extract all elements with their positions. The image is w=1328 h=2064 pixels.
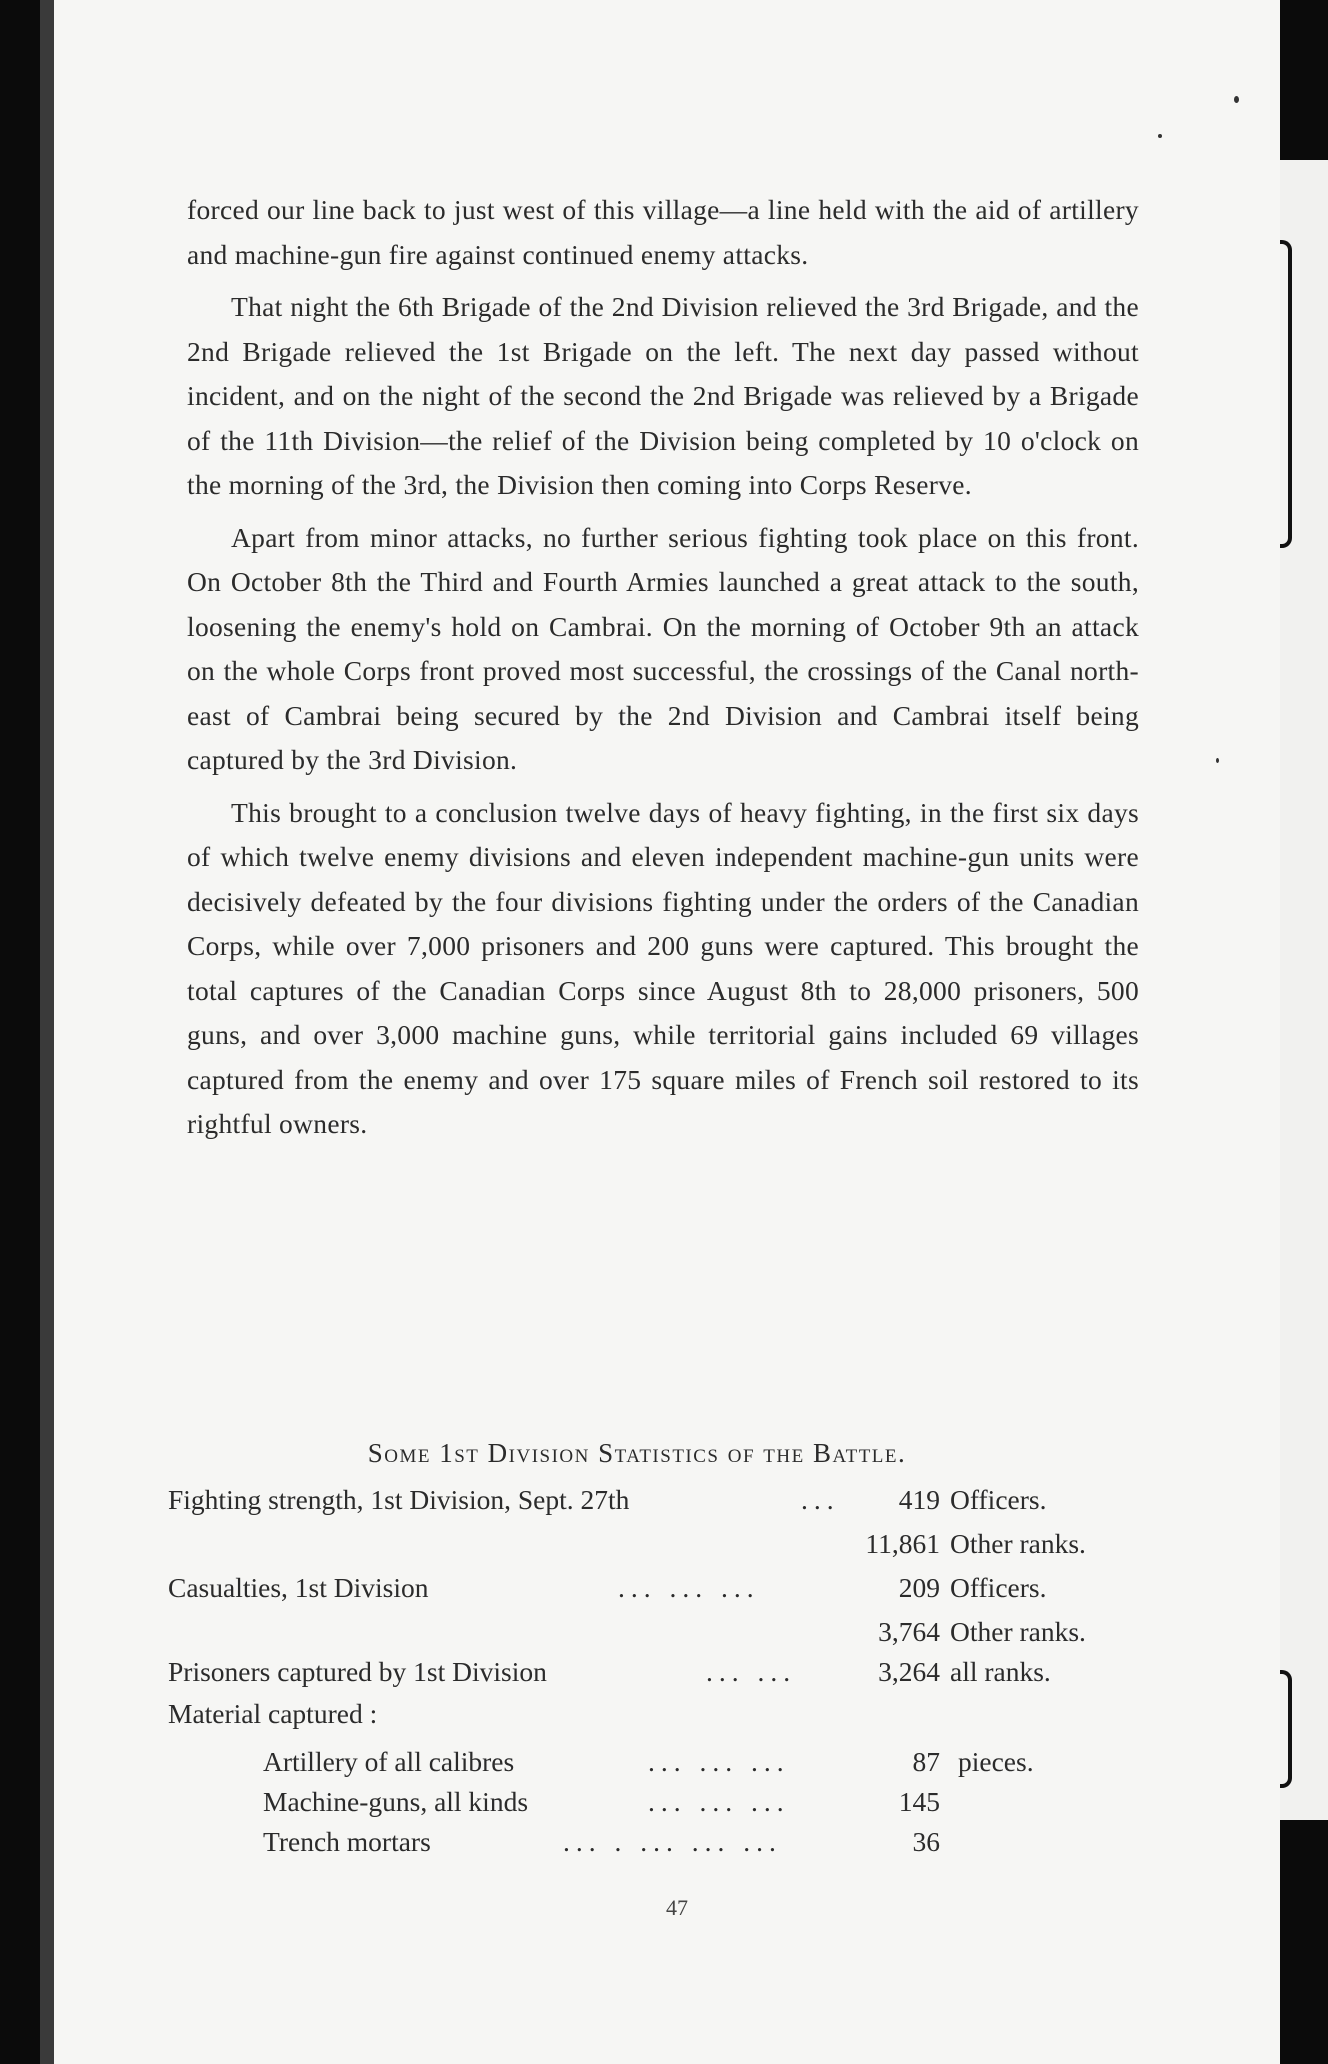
stats-value: 11,861	[865, 1528, 940, 1559]
stats-label: Machine-guns, all kinds	[263, 1786, 529, 1817]
leader-dots: ... ... ...	[648, 1786, 790, 1817]
leader-dots: ... ... ...	[618, 1572, 760, 1603]
paragraph: Apart from minor attacks, no further serious fighting took place on this front. On October 8th the Third and Fourth Armies launched a great attack to the south, loosening the enemy's hold on Cambrai. On the morning of October 9th an attack on the whole Corps front proved most successful, the crossings of the Canal north-east of Cambrai being secured by the 2nd Division and Cambrai itself being captured by the 3rd Division.	[187, 521, 1139, 775]
paper-speck	[1234, 96, 1239, 103]
stats-value: 209	[898, 1572, 940, 1603]
leader-dots: ...	[801, 1484, 840, 1515]
stats-value: 419	[898, 1484, 940, 1515]
stats-row-trench-mortars	[168, 1822, 1158, 1862]
paragraph: That night the 6th Brigade of the 2nd Division relieved the 3rd Brigade, and the 2nd Brigade relieved the 1st Brigade on the left. The next day passed without incident, and on the night of the second the 2nd Brigade was relieved by a Brigade of the 11th Division—the relief of the Division being completed by 10 o'clock on the morning of the 3rd, the Division then coming into Corps Reserve.	[187, 291, 1139, 500]
paragraph: forced our line back to just west of this village—a line held with the aid of artillery and machine-gun fire against continued enemy attacks.	[187, 194, 1139, 270]
stats-unit: Other ranks.	[950, 1616, 1086, 1647]
stats-row-machine-guns	[168, 1782, 1158, 1822]
stats-value: 3,764	[878, 1616, 940, 1647]
leader-dots: ... . ... ... ...	[563, 1826, 782, 1857]
paragraph: This brought to a conclusion twelve days of heavy fighting, in the first six days of which twelve enemy divisions and eleven independent machine-gun units were decisively defeated by the four divisions fighting under the orders of the Canadian Corps, while over 7,000 prisoners and 200 guns were captured. This brought the total captures of the Canadian Corps since August 8th to 28,000 prisoners, 500 guns, and over 3,000 machine guns, while territorial gains included 69 villages captured from the enemy and over 175 square miles of French soil restored to its rightful owners.	[187, 796, 1139, 1139]
stats-value: 3,264	[878, 1656, 940, 1687]
stats-unit: all ranks.	[950, 1656, 1051, 1687]
paper-speck	[1158, 134, 1162, 138]
stats-unit: Officers.	[950, 1484, 1047, 1515]
stats-row-artillery	[168, 1742, 1158, 1782]
stats-row-fighting-other	[168, 1524, 1158, 1564]
book-page	[40, 0, 1280, 2064]
stats-row-fighting-strength	[168, 1480, 1158, 1520]
stats-row-prisoners	[168, 1652, 1158, 1692]
stats-label: Material captured :	[168, 1698, 378, 1729]
stats-label: Fighting strength, 1st Division, Sept. 27th	[168, 1484, 630, 1515]
stats-value: 87	[912, 1746, 940, 1777]
stats-value: 36	[912, 1826, 940, 1857]
stats-row-material	[168, 1694, 1158, 1734]
stats-heading: Some 1st Division Statistics of the Battle.	[367, 1438, 907, 1468]
stats-label: Prisoners captured by 1st Division	[168, 1656, 547, 1687]
stats-unit: Other ranks.	[950, 1528, 1086, 1559]
page-number: 47	[666, 1895, 688, 1920]
stats-unit: pieces.	[958, 1746, 1034, 1777]
stats-row-casualties-other	[168, 1612, 1158, 1652]
leader-dots: ... ...	[706, 1656, 797, 1687]
stats-unit: Officers.	[950, 1572, 1047, 1603]
stats-label: Trench mortars	[263, 1826, 431, 1857]
stats-value: 145	[898, 1786, 940, 1817]
paper-speck	[1216, 758, 1219, 763]
leader-dots: ... ... ...	[648, 1746, 790, 1777]
body-text	[187, 188, 1139, 1155]
stats-label: Casualties, 1st Division	[168, 1572, 429, 1603]
stats-label: Artillery of all calibres	[263, 1746, 515, 1777]
stats-row-casualties	[168, 1568, 1158, 1608]
